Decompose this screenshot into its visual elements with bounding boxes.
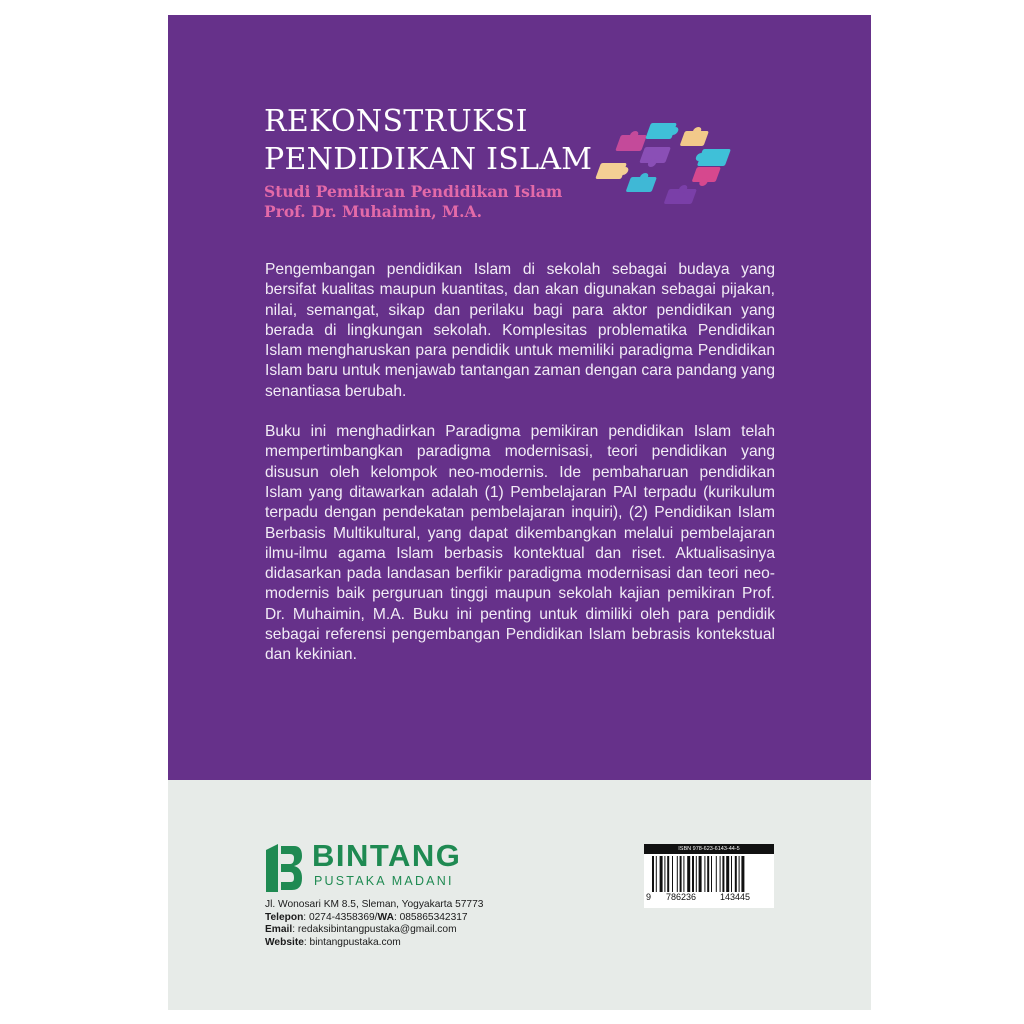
publisher-website-line	[265, 937, 483, 950]
title-line-1: REKONSTRUKSI	[264, 104, 528, 139]
isbn-number: ISBN 978-623-6143-44-5	[644, 844, 774, 854]
phone-label: Telepon	[265, 911, 304, 923]
subtitle-line-1: Studi Pemikiran Pendidikan Islam	[264, 182, 563, 201]
barcode-digits-left: 786236	[666, 892, 697, 902]
blurb	[265, 260, 775, 686]
blurb-paragraph-2: Buku ini menghadirkan Paradigma pemikiran pendidikan Islam telah mempertimbangkan paradigma modernisasi, teori pendidikan yang disusun oleh kelompok neo-modernis. Ide pembaharuan pendidikan Islam yang ditawarkan adalah (1) Pembelajaran PAI terpadu (kurikulum terpadu dengan pendekatan pembelajaran inquiri), (2) Pendidikan Islam Berbasis Multikultural, yang dapat dikembangkan melalui pembelajaran ilmu-ilmu agama Islam berbasis kontektual dan riset. Aktualisasinya didasarkan pada landasan berfikir paradigma modernisasi dan teori neo-modernis baik perguruan tinggi maupun sekolah kajian pemikiran Prof. Dr. Muhaimin, M.A. Buku ini penting untuk dimiliki oleh para pendidik sebagai referensi pengembangan Pendidikan Islam bebrasis kontekstual dan kekinian.	[265, 423, 775, 664]
publisher-contact	[265, 899, 483, 949]
purple-panel	[168, 15, 871, 780]
publisher-subname: PUSTAKA MADANI	[314, 874, 454, 888]
book-subtitle	[264, 182, 562, 222]
puzzle-pieces-icon	[593, 115, 758, 215]
wa-value: : 085865342317	[393, 911, 468, 923]
website-label: Website	[265, 936, 304, 948]
book-back-cover	[168, 15, 871, 1010]
publisher-phone-line	[265, 912, 483, 925]
book-title	[264, 103, 592, 179]
website-value: : bintangpustaka.com	[303, 936, 401, 948]
bintang-logo-icon	[264, 842, 304, 894]
barcode-icon	[652, 856, 768, 892]
subtitle-line-2: Prof. Dr. Muhaimin, M.A.	[264, 202, 482, 221]
publisher-email-line	[265, 924, 483, 937]
wa-label: WA	[377, 911, 394, 923]
title-line-2: PENDIDIKAN ISLAM	[264, 142, 593, 177]
isbn-barcode	[644, 844, 774, 908]
publisher-address: Jl. Wonosari KM 8.5, Sleman, Yogyakarta 57773	[265, 899, 484, 910]
email-value: : redaksibintangpustaka@gmail.com	[292, 924, 457, 935]
blurb-paragraph-1: Pengembangan pendidikan Islam di sekolah sebagai budaya yang bersifat kualitas maupun kuantitas, dan akan digunakan sebagai pijakan, nilai, semangat, sikap dan perilaku bagi para aktor pendidikan yang berada di lingkungan sekolah. Komplesitas problematika Pendidikan Islam mengharuskan para pendidik untuk memiliki paradigma Pendidikan Islam baru untuk menjawab tantangan zaman dengan cara pandang yang senantiasa berubah.	[265, 261, 775, 400]
barcode-digits-right: 143445	[720, 892, 751, 902]
email-label: Email	[265, 924, 293, 935]
barcode-digit-first: 9	[646, 892, 652, 902]
phone-value: : 0274-4358369/	[303, 911, 378, 923]
publisher-name: BINTANG	[312, 838, 462, 873]
